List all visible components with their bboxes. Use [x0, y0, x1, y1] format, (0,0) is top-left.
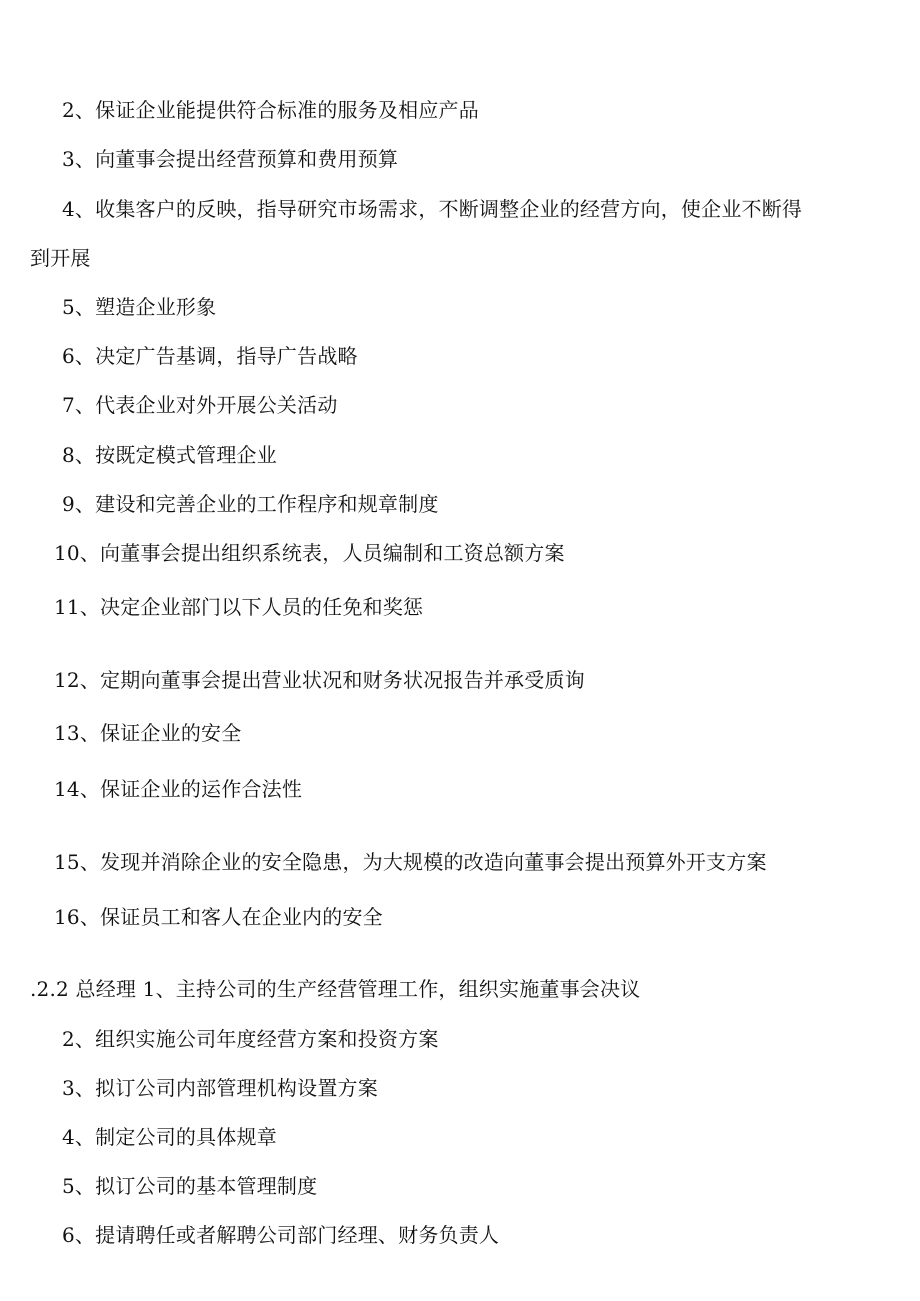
duty-item-12: 12、定期向董事会提出营业状况和财务状况报告并承受质询: [54, 668, 585, 692]
gm-duty-item-6: 6、提请聘任或者解聘公司部门经理、财务负责人: [62, 1223, 500, 1247]
duty-item-13: 13、保证企业的安全: [54, 721, 242, 745]
duty-item-11: 11、决定企业部门以下人员的任免和奖惩: [54, 595, 424, 619]
duty-item-16: 16、保证员工和客人在企业内的安全: [54, 905, 383, 929]
gm-duty-item-3: 3、拟订公司内部管理机构设置方案: [62, 1076, 378, 1100]
gm-duty-item-2: 2、组织实施公司年度经营方案和投资方案: [62, 1027, 439, 1051]
duty-item-14: 14、保证企业的运作合法性: [54, 777, 303, 801]
duty-item-2: 2、保证企业能提供符合标准的服务及相应产品: [62, 98, 479, 122]
duty-item-15: 15、发现并消除企业的安全隐患，为大规模的改造向董事会提出预算外开支方案: [54, 850, 767, 874]
gm-duty-item-5: 5、拟订公司的基本管理制度: [62, 1174, 318, 1198]
duty-item-6: 6、决定广告基调，指导广告战略: [62, 344, 358, 368]
duty-item-8: 8、按既定模式管理企业: [62, 443, 277, 467]
duty-item-3: 3、向董事会提出经营预算和费用预算: [62, 147, 399, 171]
duty-item-9: 9、建设和完善企业的工作程序和规章制度: [62, 492, 439, 516]
duty-item-5: 5、塑造企业形象: [62, 295, 217, 319]
duty-item-7: 7、代表企业对外开展公关活动: [62, 393, 338, 417]
gm-duty-item-4: 4、制定公司的具体规章: [62, 1125, 277, 1149]
section-heading-general-manager: .2.2 总经理 1、主持公司的生产经营管理工作，组织实施董事会决议: [30, 977, 641, 1001]
duty-item-4-continued: 到开展: [30, 246, 91, 270]
duty-item-4: 4、收集客户的反映，指导研究市场需求，不断调整企业的经营方向，使企业不断得: [62, 197, 803, 221]
duty-item-10: 10、向董事会提出组织系统表，人员编制和工资总额方案: [54, 541, 565, 565]
